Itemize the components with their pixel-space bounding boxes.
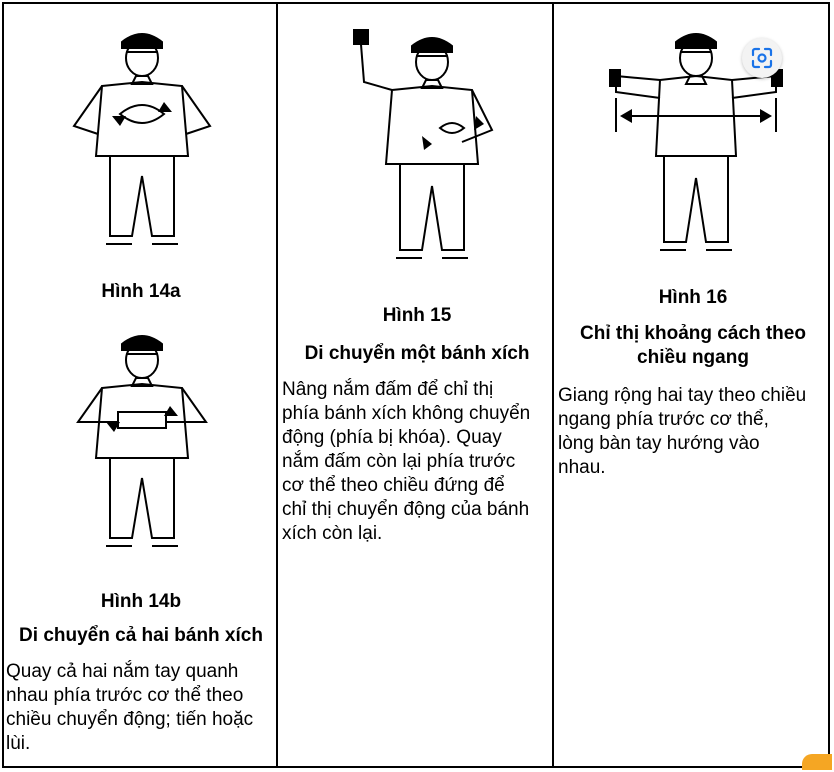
- corner-accent: [802, 754, 832, 770]
- google-lens-icon: [750, 46, 774, 70]
- heading-16: Chỉ thị khoảng cách theo chiều ngang: [580, 323, 806, 368]
- figure-14b: [62, 320, 222, 560]
- heading-15: Di chuyển một bánh xích: [304, 343, 530, 364]
- figure-14a: [62, 18, 222, 258]
- caption-16: Hình 16: [658, 287, 728, 308]
- signal-table: [2, 2, 830, 768]
- description-16: Giang rộng hai tay theo chiều ngang phía trước cơ thể, lòng bàn tay hướng vào nhau.: [558, 385, 807, 478]
- caption-14a: Hình 14a: [101, 281, 181, 302]
- figure-15: [336, 16, 506, 276]
- column-15: [280, 4, 554, 766]
- description-15: Nâng nắm đấm để chỉ thị phía bánh xích không chuyển động (phía bị khóa). Quay nắm đấm còn lại phía trước cơ thể theo chiều đứng để chỉ thị chuyển động của bánh xích còn lại.: [282, 379, 531, 544]
- caption-15: Hình 15: [382, 305, 452, 326]
- column-14: [4, 4, 278, 766]
- heading-14: Di chuyển cả hai bánh xích: [19, 625, 263, 646]
- column-16: [556, 4, 830, 766]
- caption-14b: Hình 14b: [100, 591, 182, 612]
- description-14: Quay cả hai nắm tay quanh nhau phía trước cơ thể theo chiều chuyển động; tiến hoặc lùi.: [6, 661, 254, 754]
- google-lens-button[interactable]: [742, 38, 782, 78]
